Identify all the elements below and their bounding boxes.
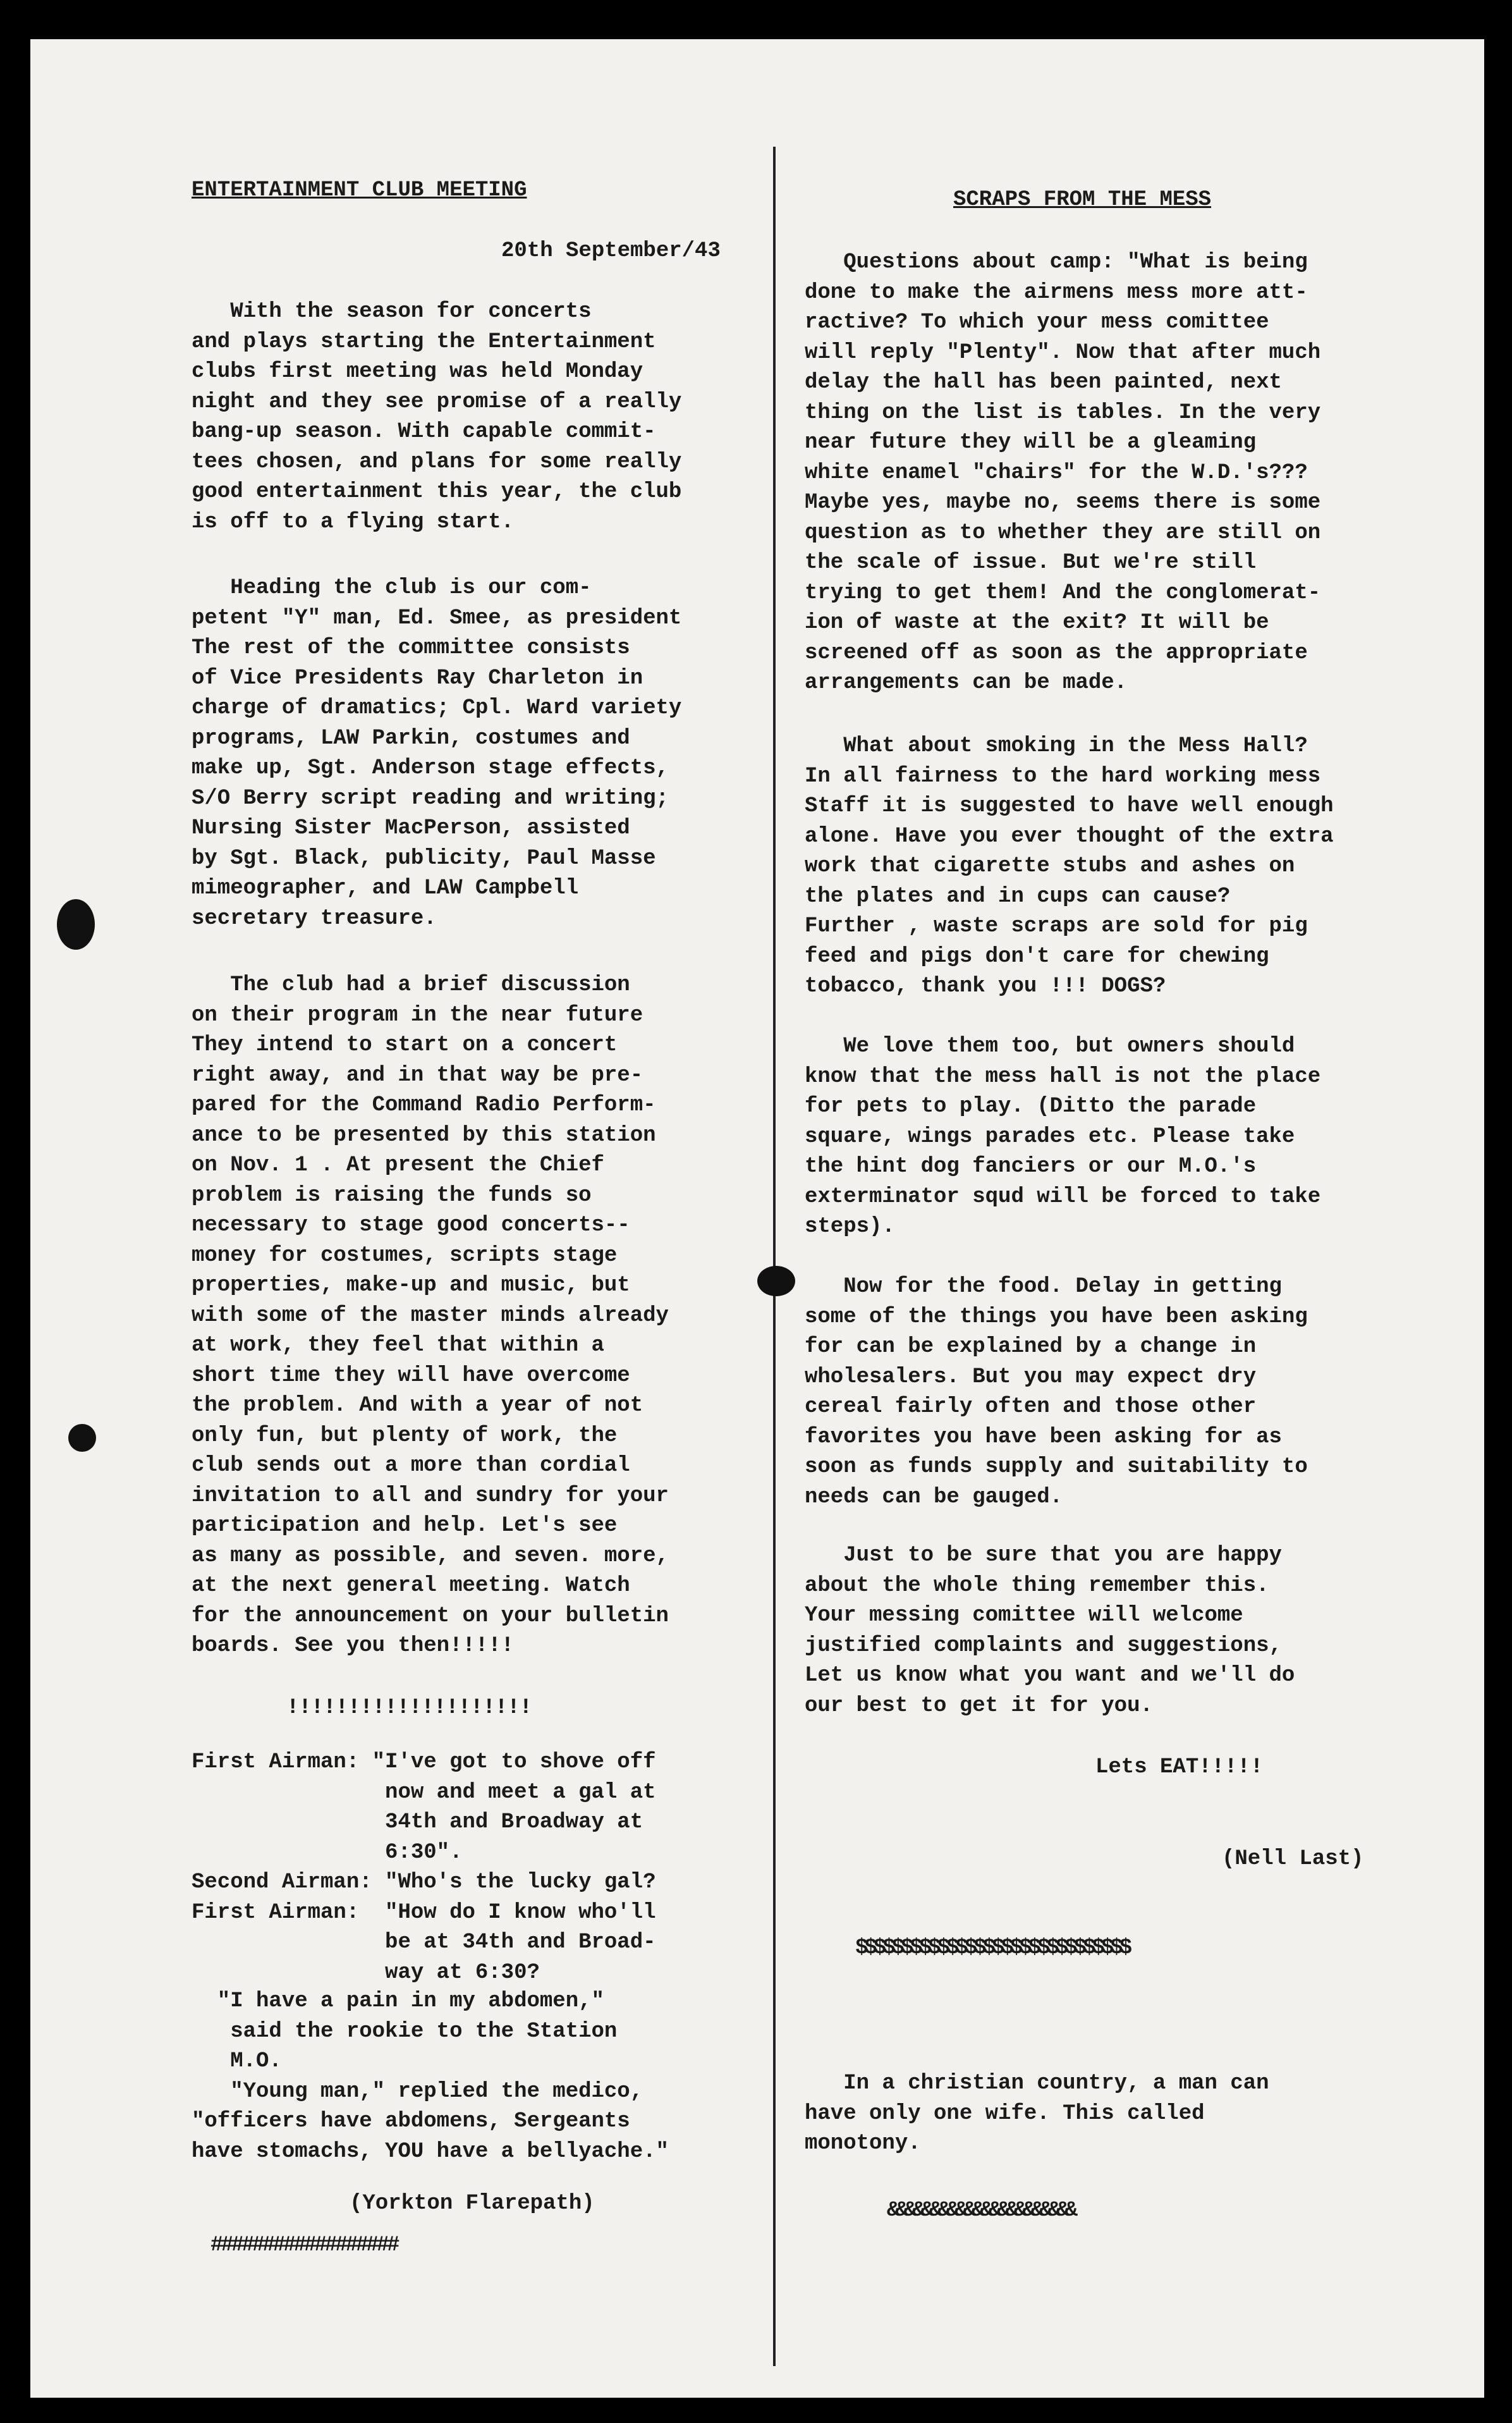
entertainment-club-title: ENTERTAINMENT CLUB MEETING: [192, 178, 527, 202]
mess-paragraph-4: Now for the food. Delay in getting some of the things you have been asking for can be explained by a change in wholesalers. But you may expect dry cereal fairly often and those other favorites you have been asking for as soon as funds supply and suitability to needs can be gauged.: [805, 1275, 1308, 1509]
sign-off: Lets EAT!!!!!: [1095, 1755, 1264, 1779]
entertainment-paragraph-1: With the season for concerts and plays starting the Entertainment clubs first meeting was held Monday night and they see promise of a really bang-up season. With capable commit- tees chosen, and plans for some really good entertainment this year, the club is off to a flying start.: [192, 300, 682, 534]
entertainment-paragraph-2: Heading the club is our com- petent "Y" man, Ed. Smee, as president The rest of the committee consists of Vice Presidents Ray Charleton in charge of dramatics; Cpl. Ward variety programs, LAW Parkin, costumes and make up, Sgt. Anderson stage effects, S/O Berry script reading and writing; Nursing Sister MacPerson, assisted by Sgt. Black, publicity, Paul Masse mimeographer, and LAW Campbell secretary treasure.: [192, 576, 682, 931]
scraps-from-mess-title: SCRAPS FROM THE MESS: [953, 188, 1212, 212]
airman-joke: First Airman: "I've got to shove off now and meet a gal at 34th and Broadway at 6:30". Second Airman: "Who's the lucky gal? First Airman: "How do I know who'll be at 34th and Broad- way at 6:30?: [192, 1750, 656, 1985]
separator-hash: ##################: [210, 2233, 398, 2257]
separator-exclamation: !!!!!!!!!!!!!!!!!!!!: [286, 1696, 532, 1720]
entertainment-paragraph-3: The club had a brief discussion on their program in the near future They intend to start on a concert right away, and in that way be pre- pared for the Command Radio Perform- ance to be presented by this station on Nov. 1 . At present the Chief problem is raising the funds so necessary to stage good concerts-- money for costumes, scripts stage properties, make-up and music, but with some of the master minds already at work, they feel that within a short time they will have overcome the problem. And with a year of not only fun, but plenty of work, the club sends out a more than cordial invitation to all and sundry for your participation and help. Let's see as many as possible, and seven. more, at the next general meeting. Watch for the announcement on your bulletin boards. See you then!!!!!: [192, 973, 669, 1658]
mess-paragraph-5: Just to be sure that you are happy about the whole thing remember this. Your messing comittee will welcome justified complaints and suggestions, Let us know what you want and we'll do our best to get it for you.: [805, 1543, 1295, 1718]
source-credit: (Yorkton Flarepath): [350, 2192, 595, 2216]
ink-blot: [68, 1424, 96, 1452]
mess-paragraph-2: What about smoking in the Mess Hall? In all fairness to the hard working mess Staff it is suggested to have well enough alone. Have you ever thought of the extra work that cigarette stubs and ashes on the plates and in cups can cause? Further , waste scraps are sold for pig feed and pigs don't care for chewing tobacco, thank you !!! DOGS?: [805, 734, 1334, 998]
separator-ampersand: &&&&&&&&&&&&&&&&&&&&&&: [887, 2199, 1073, 2223]
mess-paragraph-3: We love them too, but owners should know that the mess hall is not the place for pets to play. (Ditto the parade square, wings parades etc. Please take the hint dog fanciers or our M.O.'s exterminator squd will be forced to take steps).: [805, 1034, 1321, 1239]
document-page: [30, 39, 1484, 2398]
abdomen-joke: "I have a pain in my abdomen," said the rookie to the Station M.O. "Young man," replied the medico, "officers have abdomens, Sergeants have stomachs, YOU have a bellyache.": [192, 1989, 669, 2164]
column-divider: [773, 147, 776, 2366]
monotony-joke: In a christian country, a man can have only one wife. This called monotony.: [805, 2071, 1269, 2156]
ink-blot: [57, 899, 95, 950]
article-date: 20th September/43: [501, 239, 721, 263]
mess-paragraph-1: Questions about camp: "What is being done to make the airmens mess more att- ractive? To which your mess comittee will reply "Plenty". Now that after much delay the hall has been painted, next thing on the list is tables. In the very near future they will be a gleaming white enamel "chairs" for the W.D.'s??? Maybe yes, maybe no, seems there is some question as to whether they are still on the scale of issue. But we're still trying to get them! And the conglomerat- ion of waste at the exit? It will be screened off as soon as the appropriate arrangements can be made.: [805, 250, 1321, 695]
ink-blot: [757, 1266, 795, 1296]
author-credit: (Nell Last): [1222, 1847, 1364, 1871]
separator-dollar: $$$$$$$$$$$$$$$$$$$$$$$$$$$$$$: [855, 1936, 1129, 1960]
